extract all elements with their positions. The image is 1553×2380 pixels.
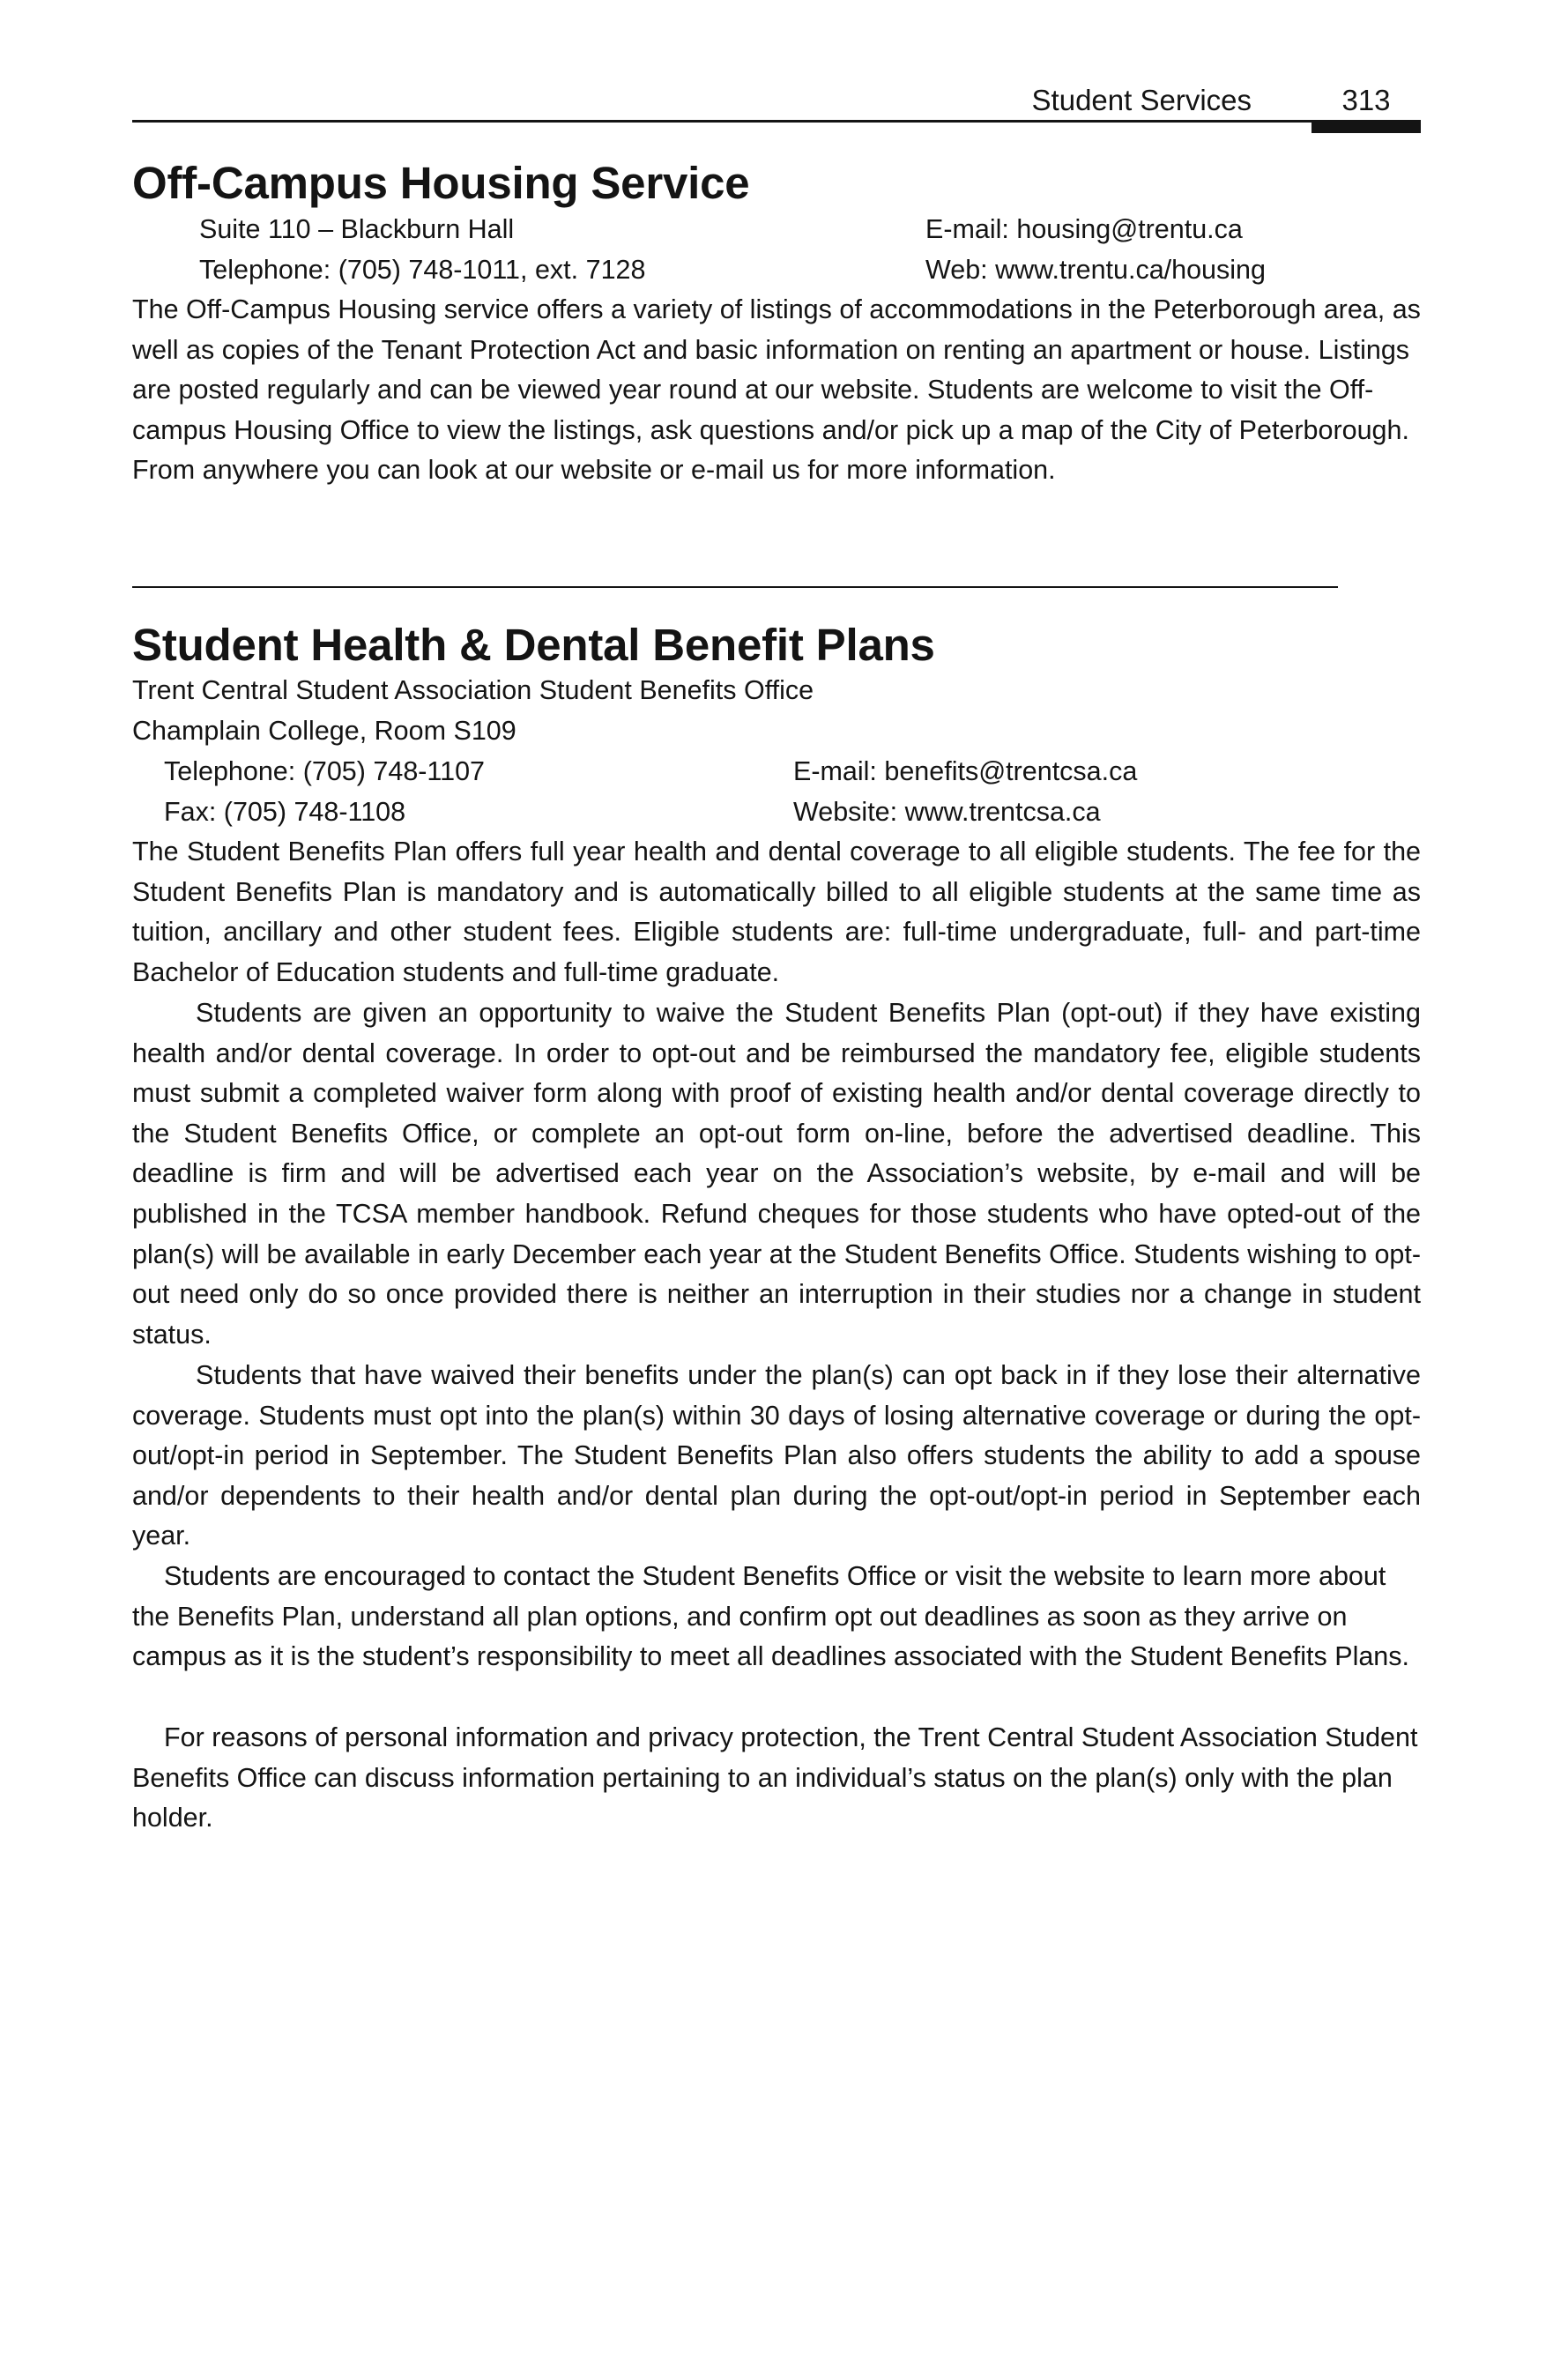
running-title: Student Services bbox=[1031, 84, 1252, 116]
benefits-heading: Student Health & Dental Benefit Plans bbox=[132, 620, 935, 670]
header-rule bbox=[132, 120, 1421, 123]
benefits-email: E-mail: benefits@trentcsa.ca bbox=[793, 756, 1138, 786]
housing-telephone: Telephone: (705) 748-1011, ext. 7128 bbox=[199, 255, 646, 285]
benefits-paragraph-2: Students are given an opportunity to waive the Student Benefits Plan (opt-out) if they have existing health and/or dental coverage. In order to opt-out and be reimbursed the mandatory fee, eligible students must submit a completed waiver form along with proof of existing health and/or dental coverage directly to the Student Benefits Office, or complete an opt-out form on-line, before the advertised deadline. This deadline is firm and will be advertised each year on the Association’s website, by e-mail and will be published in the TCSA member handbook. Refund cheques for those students who have opted-out of the plan(s) will be available in early December each year at the Student Benefits Office. Students wishing to opt-out need only do so once provided there is neither an interruption in their studies nor a change in student status. bbox=[132, 998, 1421, 1350]
benefits-paragraph-4: Students are encouraged to contact the Student Benefits Office or visit the website to learn more about the Benefits Plan, understand all plan options, and confirm opt out deadlines as soon as they arrive on campus as it is the student’s responsibility to meet all deadlines associated with the Student Benefits Plans. bbox=[132, 1561, 1409, 1672]
benefits-website: Website: www.trentcsa.ca bbox=[793, 797, 1101, 827]
housing-heading: Off-Campus Housing Service bbox=[132, 158, 750, 208]
page-number: 313 bbox=[1341, 84, 1391, 116]
benefits-paragraph-1: The Student Benefits Plan offers full year health and dental coverage to all eligible students. The fee for the Student Benefits Plan is mandatory and is automatically billed to all eligible students at the same time as tuition, ancillary and other student fees. Eligible students are: full-time undergraduate, full- and part-time Bachelor of Education students and full-time graduate. bbox=[132, 837, 1421, 987]
running-header bbox=[1032, 81, 1421, 120]
housing-email: E-mail: housing@trentu.ca bbox=[925, 214, 1243, 244]
page-number-bar bbox=[1312, 122, 1421, 133]
page bbox=[132, 0, 1421, 2380]
benefits-office: Trent Central Student Association Student Benefits Office bbox=[132, 675, 814, 705]
benefits-paragraph-5: For reasons of personal information and privacy protection, the Trent Central Student Association Student Benefits Office can discuss information pertaining to an individual’s status on the plan(s) only with the plan holder. bbox=[132, 1722, 1418, 1833]
benefits-telephone: Telephone: (705) 748-1107 bbox=[164, 756, 486, 786]
housing-location: Suite 110 – Blackburn Hall bbox=[199, 214, 515, 244]
benefits-fax: Fax: (705) 748-1108 bbox=[164, 797, 406, 827]
housing-description: The Off-Campus Housing service offers a variety of listings of accommodations in the Peterborough area, as well as copies of the Tenant Protection Act and basic information on renting an apartment or house. Listings are posted regularly and can be viewed year round at our website. Students are welcome to visit the Off-campus Housing Office to view the listings, ask questions and/or pick up a map of the City of Peterborough. From anywhere you can look at our website or e-mail us for more information. bbox=[132, 294, 1421, 486]
benefits-paragraph-3: Students that have waived their benefits under the plan(s) can opt back in if they lose their alternative coverage. Students must opt into the plan(s) within 30 days of losing alternative coverage or during the opt-out/opt-in period in September. The Student Benefits Plan also offers students the ability to add a spouse and/or dependents to their health and/or dental plan during the opt-out/opt-in period in September each year. bbox=[132, 1360, 1421, 1551]
housing-web: Web: www.trentu.ca/housing bbox=[925, 255, 1266, 285]
benefits-location: Champlain College, Room S109 bbox=[132, 716, 516, 746]
section-separator bbox=[132, 586, 1338, 588]
